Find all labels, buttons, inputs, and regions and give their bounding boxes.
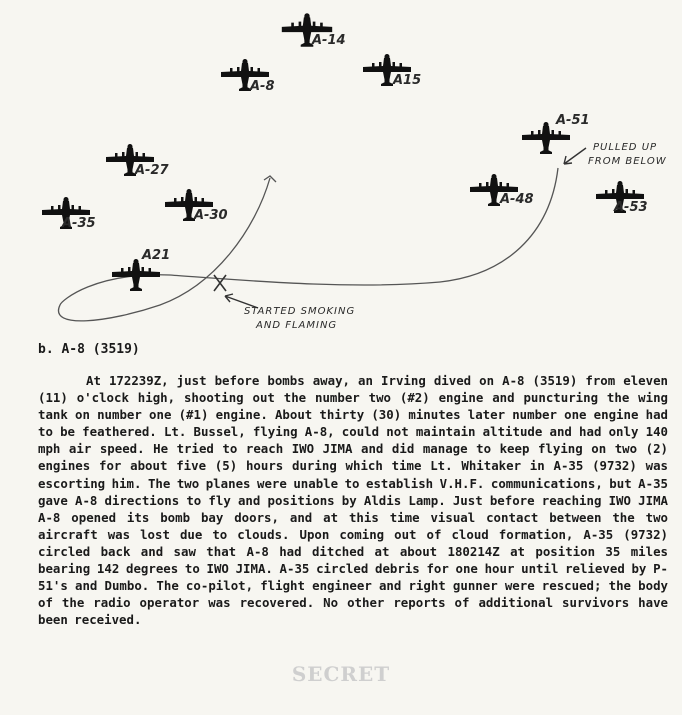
smoke-x-mark [214, 275, 226, 291]
section-heading: b. A-8 (3519) [38, 342, 140, 357]
aircraft-a51 [522, 113, 590, 154]
aircraft-a48 [470, 174, 534, 207]
note-pulled-up-line2: FROM BELOW [588, 156, 667, 167]
aircraft-label: A-51 [556, 113, 590, 128]
note-smoking-line1: STARTED SMOKING [244, 306, 356, 317]
aircraft-label: A-14 [312, 33, 346, 48]
aircraft-label: A-35 [62, 216, 96, 231]
aircraft-label: A-8 [250, 79, 275, 94]
formation-diagram [0, 0, 682, 340]
aircraft-a35 [42, 197, 96, 231]
aircraft-label: A-30 [194, 208, 228, 223]
aircraft-label: A-53 [614, 200, 648, 215]
aircraft-a53 [596, 181, 648, 215]
pulled-up-arrow [564, 148, 586, 164]
note-pulled-up-line1: PULLED UP [593, 142, 658, 153]
aircraft-a8 [221, 59, 275, 94]
aircraft-a27 [106, 144, 170, 178]
aircraft-label: A21 [142, 248, 171, 263]
note-smoking-line2: AND FLAMING [256, 320, 338, 331]
aircraft-a15 [363, 54, 421, 88]
aircraft-a21 [112, 248, 170, 291]
classification-stamp: SECRET [291, 662, 391, 686]
aircraft-label: A-27 [135, 163, 169, 178]
aircraft-a30 [165, 189, 228, 223]
aircraft-label: A15 [393, 73, 422, 88]
narrative-paragraph [38, 372, 668, 628]
narrative-text: At 172239Z, just before bombs away, an Irving dived on A-8 (3519) from eleven (11) o'clock high, shooting out the number two (#2) engine and puncturing the wing tank on number one (#1) engine. About thirty (30) minutes later number one engine had to be feathered. Lt. Bussel, flying A-8, could not maintain altitude and had only 140 mph air speed. He tried to reach IWO JIMA and did manage to keep flying on two (2) engines for about five (5) hours during which time Lt. Whitaker in A-35 (9732) was escorting him. The two planes were unable to establish V.H.F. communications, but A-35 gave A-8 directions to fly and positions by Aldis Lamp. Just before reaching IWO JIMA A-8 opened its bomb bay doors, and at this time visual contact between the two aircraft was lost due to clouds. Upon coming out of cloud formation, A-35 (9732) circled back and saw that A-8 had ditched at about 180214Z at position 35 miles bearing 142 degrees to IWO JIMA. A-35 circled debris for one hour until relieved by P-51's and Dumbo. The co-pilot, flight engineer and right gunner were rescued; the body of the radio operator was recovered. No other reports of additional survivors have been received. [38, 373, 668, 628]
aircraft-a14 [282, 13, 346, 48]
aircraft-label: A-48 [500, 192, 534, 207]
